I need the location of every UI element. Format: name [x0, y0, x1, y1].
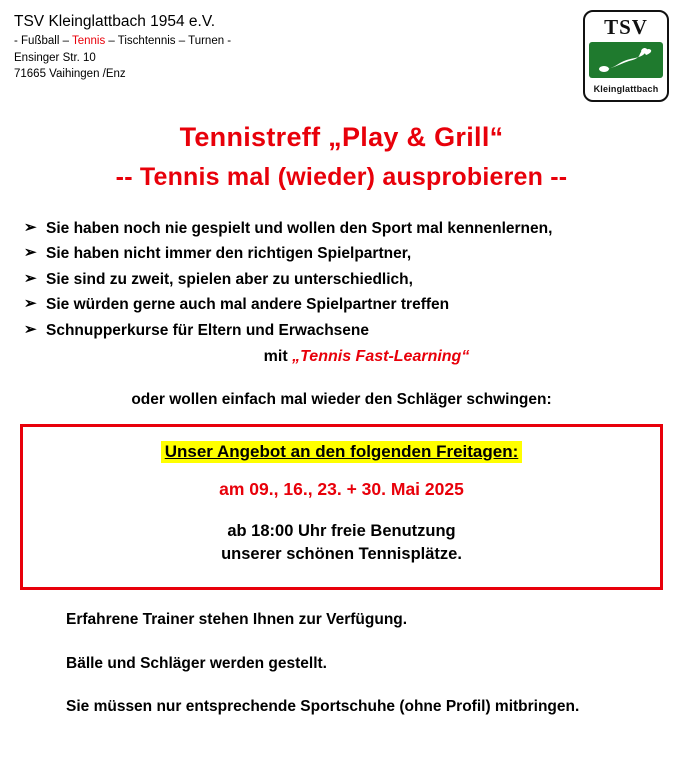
fast-learning-note	[24, 345, 669, 368]
bullet-arrow-icon: ➢	[24, 270, 37, 287]
list-item-label: Sie würden gerne auch mal andere Spielpartner treffen	[46, 296, 450, 314]
sections-prefix: - Fußball –	[14, 35, 72, 48]
bullet-arrow-icon: ➢	[24, 220, 37, 236]
club-sections	[14, 34, 231, 49]
club-street: Ensinger Str. 10	[14, 52, 96, 65]
fast-learning-prefix: mit	[263, 348, 293, 366]
sections-highlight: Tennis	[71, 35, 106, 48]
bullet-list	[24, 218, 669, 369]
list-item-label: Sie sind zu zweit, spielen aber zu unterschiedlich,	[46, 270, 413, 288]
offer-box	[20, 424, 663, 591]
bullet-arrow-icon: ➢	[24, 245, 37, 262]
offer-heading-wrap	[33, 441, 650, 463]
club-info	[14, 10, 231, 82]
logo-initials-area	[585, 12, 667, 42]
list-item-label: Sie haben nicht immer den richtigen Spielpartner,	[46, 245, 412, 263]
hare-icon	[597, 47, 655, 73]
list-item	[24, 294, 669, 316]
page-title: Tennistreff „Play & Grill“	[179, 122, 504, 152]
document-header	[14, 10, 669, 102]
bullet-arrow-icon: ➢	[24, 296, 37, 313]
offer-time	[33, 520, 650, 568]
middle-line: oder wollen einfach mal wieder den Schläger schwingen:	[131, 390, 552, 408]
sections-suffix: – Tischtennis – Turnen -	[105, 35, 232, 48]
offer-heading: Unser Angebot an den folgenden Freitagen:	[161, 441, 523, 463]
offer-time-line2: unserer schönen Tennisplätze.	[221, 545, 462, 564]
list-item-label: Schnupperkurse für Eltern und Erwachsene	[46, 321, 369, 339]
note-item: Sie müssen nur entsprechende Sportschuhe (ohne Profil) mitbringen.	[66, 697, 580, 715]
list-item-label: Sie haben noch nie gespielt und wollen den Sport mal kennenlernen,	[46, 220, 553, 237]
logo-emblem	[589, 42, 663, 78]
logo-club-short-area	[585, 78, 667, 100]
offer-time-line1: ab 18:00 Uhr freie Benutzung	[227, 521, 456, 540]
list-item	[24, 243, 669, 265]
logo-club-short: Kleinglattbach	[593, 84, 659, 94]
club-logo	[583, 10, 669, 102]
bullet-arrow-icon: ➢	[24, 321, 37, 338]
footer-notes	[66, 608, 669, 718]
page-subtitle: -- Tennis mal (wieder) ausprobieren --	[115, 163, 568, 191]
logo-initials: TSV	[604, 14, 648, 39]
list-item	[24, 320, 669, 342]
fast-learning-label: „Tennis Fast-Learning“	[292, 348, 470, 366]
offer-dates: am 09., 16., 23. + 30. Mai 2025	[219, 478, 464, 499]
list-item	[24, 269, 669, 291]
note-item: Bälle und Schläger werden gestellt.	[66, 654, 327, 672]
note-item: Erfahrene Trainer stehen Ihnen zur Verfügung.	[66, 611, 408, 629]
club-city: 71665 Vaihingen /Enz	[14, 67, 126, 80]
list-item	[24, 218, 669, 240]
club-name: TSV Kleinglattbach 1954 e.V.	[14, 13, 216, 30]
